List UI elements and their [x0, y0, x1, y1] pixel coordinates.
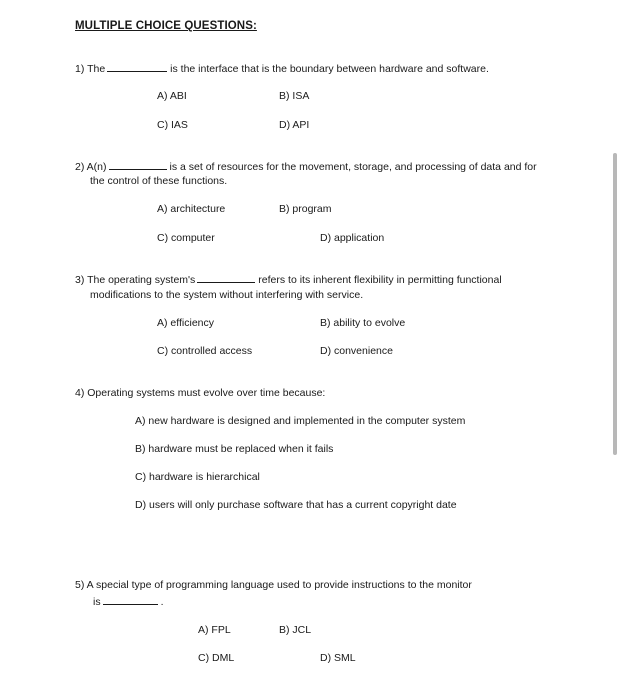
- question-5-blank: [103, 595, 158, 605]
- question-5-text: 5) A special type of programming language used to provide instructions to the monitor: [75, 579, 472, 591]
- question-4-option-c: C) hardware is hierarchical: [135, 471, 260, 483]
- question-2-text: [75, 160, 537, 173]
- question-5-rest: .: [160, 596, 164, 608]
- question-3-option-a: A) efficiency: [157, 317, 214, 329]
- question-3-blank: [197, 273, 255, 283]
- question-3-text-line2: modifications to the system without interfering with service.: [90, 289, 364, 301]
- question-3-lead: 3) The operating system's: [75, 274, 196, 286]
- question-5-option-a: A) FPL: [198, 624, 231, 636]
- question-2-text-line2: the control of these functions.: [90, 175, 228, 187]
- question-3-option-d: D) convenience: [320, 345, 393, 357]
- question-1-blank: [107, 62, 167, 72]
- question-5-option-b: B) JCL: [279, 624, 312, 636]
- question-4-option-a: A) new hardware is designed and implemented in the computer system: [135, 415, 466, 427]
- question-3-option-b: B) ability to evolve: [320, 317, 406, 329]
- vertical-scrollbar[interactable]: [613, 153, 617, 455]
- question-4-option-b: B) hardware must be replaced when it fails: [135, 443, 334, 455]
- question-5-lead: is: [93, 596, 101, 608]
- question-4-text: 4) Operating systems must evolve over time because:: [75, 387, 326, 399]
- question-5-text-line2: [93, 595, 164, 608]
- question-2-option-d: D) application: [320, 232, 385, 244]
- question-1-lead: 1) The: [75, 63, 106, 75]
- question-2-option-a: A) architecture: [157, 203, 226, 215]
- question-1-text: [75, 62, 489, 75]
- question-2-lead: 2) A(n): [75, 161, 107, 173]
- question-5-option-c: C) DML: [198, 652, 235, 664]
- question-3-option-c: C) controlled access: [157, 345, 253, 357]
- question-4-option-d: D) users will only purchase software that has a current copyright date: [135, 499, 457, 511]
- question-2-option-b: B) program: [279, 203, 332, 215]
- question-3-rest: refers to its inherent flexibility in permitting functional: [258, 274, 502, 286]
- question-5-option-d: D) SML: [320, 652, 356, 664]
- question-2-option-c: C) computer: [157, 232, 215, 244]
- page-heading: MULTIPLE CHOICE QUESTIONS:: [75, 20, 257, 32]
- question-1-option-a: A) ABI: [157, 90, 187, 102]
- question-1-option-c: C) IAS: [157, 119, 188, 131]
- question-2-rest: is a set of resources for the movement, storage, and processing of data and for: [169, 161, 537, 173]
- question-1-option-b: B) ISA: [279, 90, 310, 102]
- question-2-blank: [109, 160, 167, 170]
- question-1-rest: is the interface that is the boundary between hardware and software.: [170, 63, 489, 75]
- question-3-text: [75, 273, 502, 286]
- question-1-option-d: D) API: [279, 119, 310, 131]
